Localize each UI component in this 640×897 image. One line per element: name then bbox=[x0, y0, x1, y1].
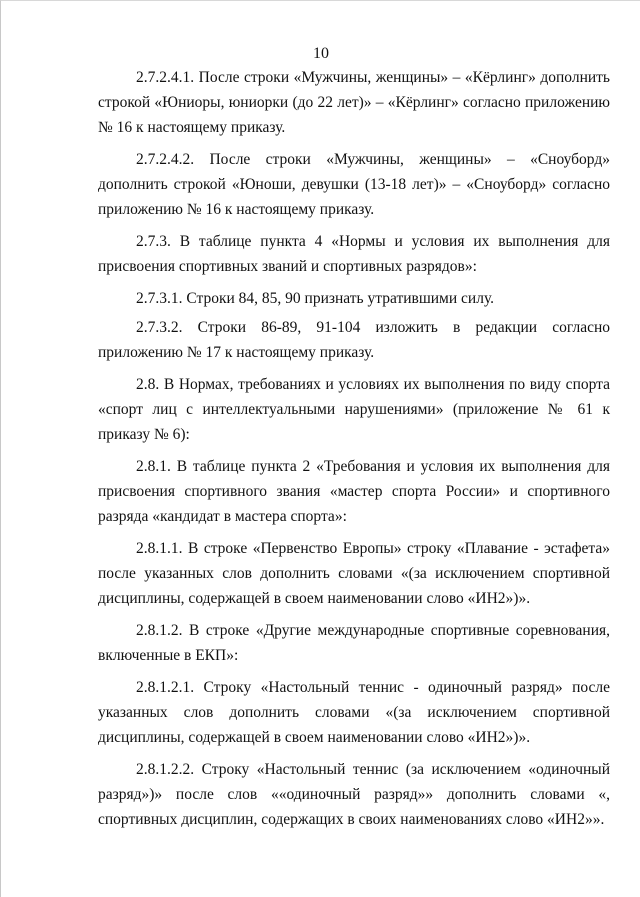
page-number: 10 bbox=[313, 45, 329, 62]
paragraph-2-7-3: 2.7.3. В таблице пункта 4 «Нормы и условия их выполнения для присвоения спортивных званий и спортивных разрядов»: bbox=[98, 233, 610, 275]
paragraph-2-8-1-2: 2.8.1.2. В строке «Другие международные спортивные соревнования, включенные в ЕКП»: bbox=[98, 622, 610, 664]
paragraph-2-7-3-1: 2.7.3.1. Строки 84, 85, 90 признать утратившими силу. bbox=[136, 290, 495, 307]
paragraph-2-8-1: 2.8.1. В таблице пункта 2 «Требования и условия их выполнения для присвоения спортивного звания «мастер спорта России» и спортивного разряда «кандидат в мастера спорта»: bbox=[98, 458, 610, 525]
paragraph-2-7-2-4-2: 2.7.2.4.2. После строки «Мужчины, женщины» – «Сноуборд» дополнить строкой «Юноши, девушки (13-18 лет)» – «Сноуборд» согласно приложению № 16 к настоящему приказу. bbox=[98, 151, 610, 218]
paragraph-2-8-1-2-1: 2.8.1.2.1. Строку «Настольный теннис - одиночный разряд» после указанных слов дополнить словами «(за исключением спортивной дисциплины, содержащей в своем наименовании слово «ИН2»)». bbox=[98, 679, 610, 746]
paragraph-2-7-3-2: 2.7.3.2. Строки 86-89, 91-104 изложить в редакции согласно приложению № 17 к настоящему приказу. bbox=[98, 319, 610, 361]
paragraph-2-8-1-2-2: 2.8.1.2.2. Строку «Настольный теннис (за исключением «одиночный разряд»)» после слов ««одиночный разряд»» дополнить словами «, спортивных дисциплин, содержащих в своих наименованиях слово «ИН2»». bbox=[98, 761, 610, 828]
paragraph-2-8: 2.8. В Нормах, требованиях и условиях их выполнения по виду спорта «спорт лиц с интеллектуальными нарушениями» (приложение № 61 к приказу № 6): bbox=[98, 376, 610, 443]
paragraph-2-7-2-4-1: 2.7.2.4.1. После строки «Мужчины, женщины» – «Кёрлинг» дополнить строкой «Юниоры, юниорки (до 22 лет)» – «Кёрлинг» согласно приложению № 16 к настоящему приказу. bbox=[98, 69, 610, 136]
paragraph-2-8-1-1: 2.8.1.1. В строке «Первенство Европы» строку «Плавание - эстафета» после указанных слов дополнить словами «(за исключением спортивной дисциплины, содержащей в своем наименовании слово «ИН2»)». bbox=[98, 540, 610, 607]
document-body bbox=[98, 65, 610, 839]
